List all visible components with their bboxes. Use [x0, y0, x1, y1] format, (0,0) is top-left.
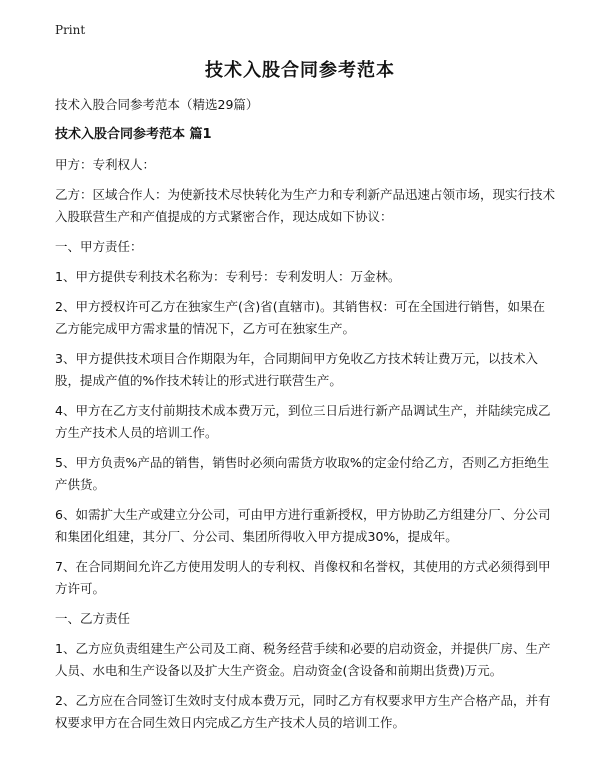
- section-title: 技术入股合同参考范本 篇1: [55, 127, 212, 142]
- paragraph: 乙方：区域合作人：为使新技术尽快转化为生产力和专利新产品迅速占领市场，现实行技术入股联营生产和产值提成的方式紧密合作，现达成如下协议：: [55, 187, 556, 224]
- paragraph: 3、甲方提供技术项目合作期限为年，合同期间甲方免收乙方技术转让费万元，以技术入股，提成产值的%作技术转让的形式进行联营生产。: [55, 351, 538, 388]
- paragraph: 2、甲方授权许可乙方在独家生产(含)省(直辖市)。其销售权：可在全国进行销售，如果在乙方能完成甲方需求量的情况下，乙方可在独家生产。: [55, 299, 545, 336]
- paragraph: 一、乙方责任: [55, 611, 131, 626]
- paragraph: 7、在合同期间允许乙方使用发明人的专利权、肖像权和名誉权，其使用的方式必须得到甲方许可。: [55, 559, 551, 596]
- paragraph: 6、如需扩大生产或建立分公司，可由甲方进行重新授权，甲方协助乙方组建分厂、分公司和集团化组建，其分厂、分公司、集团所得收入甲方提成30%，提成年。: [55, 507, 551, 544]
- paragraph: 甲方：专利权人：: [55, 157, 156, 172]
- paragraph: 4、甲方在乙方支付前期技术成本费万元，到位三日后进行新产品调试生产，并陆续完成乙方生产技术人员的培训工作。: [55, 403, 551, 440]
- paragraph: 2、乙方应在合同签订生效时支付成本费万元，同时乙方有权要求甲方生产合格产品，并有权要求甲方在合同生效日内完成乙方生产技术人员的培训工作。: [55, 693, 551, 730]
- document-subtitle: 技术入股合同参考范本（精选29篇）: [55, 97, 259, 112]
- document-title: 技术入股合同参考范本: [205, 60, 395, 81]
- document-body: [55, 94, 555, 742]
- print-link[interactable]: Print: [55, 23, 86, 37]
- paragraph: 1、甲方提供专利技术名称为：专利号：专利发明人：万金林。: [55, 269, 401, 284]
- paragraph: 5、甲方负责%产品的销售，销售时必须向需货方收取%的定金付给乙方，否则乙方拒绝生产供货。: [55, 455, 550, 492]
- paragraph: 1、乙方应负责组建生产公司及工商、税务经营手续和必要的启动资金，并提供厂房、生产人员、水电和生产设备以及扩大生产资金。启动资金(含设备和前期出货费)万元。: [55, 641, 551, 678]
- paragraph: 一、甲方责任：: [55, 239, 143, 254]
